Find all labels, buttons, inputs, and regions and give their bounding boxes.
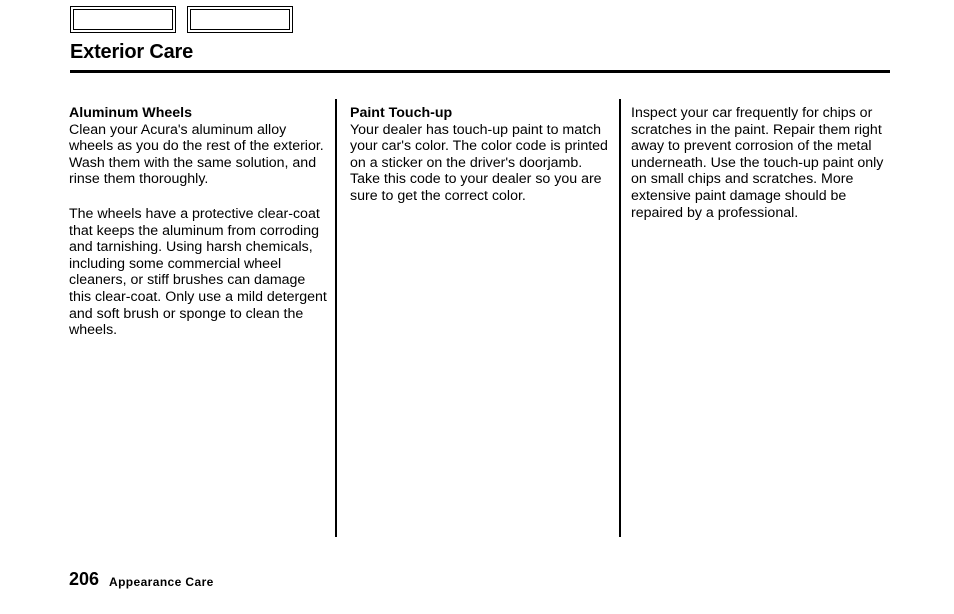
section-heading-aluminum-wheels: Aluminum Wheels xyxy=(69,105,192,121)
column-paint-touch-up xyxy=(350,105,612,205)
column-aluminum-wheels xyxy=(69,105,331,339)
column-inspection xyxy=(631,105,896,221)
paragraph: Your dealer has touch-up paint to match your car's color. The color code is printed on a sticker on the driver's doorjamb. Take this code to your dealer so you are sure to get the correct color. xyxy=(350,121,608,204)
paragraph: The wheels have a protective clear-coat that keeps the aluminum from corroding and tarnishing. Using harsh chemicals, including some commercial wheel cleaners, or stiff brushes can damage this clear-coat. Only use a mild detergent and soft brush or sponge to clean the wheels. xyxy=(69,205,327,339)
column-divider xyxy=(619,99,621,537)
column-divider xyxy=(335,99,337,537)
title-divider xyxy=(70,70,890,73)
page-number: 206 xyxy=(69,569,100,589)
paragraph: Inspect your car frequently for chips or scratches in the paint. Repair them right away to prevent corrosion of the metal underneath. Use the touch-up paint only on small chips and scratches. More extensive paint damage should be repaired by a professional. xyxy=(631,105,884,221)
footer-section-name: Appearance Care xyxy=(109,575,214,589)
nav-tab-box-1[interactable] xyxy=(70,6,176,33)
paragraph: Clean your Acura's aluminum alloy wheels as you do the rest of the exterior. Wash them with the same solution, and rinse them thoroughly. xyxy=(69,121,324,188)
page-title: Exterior Care xyxy=(70,41,194,63)
section-heading-paint-touch-up: Paint Touch-up xyxy=(350,105,453,121)
nav-tab-box-2[interactable] xyxy=(187,6,293,33)
